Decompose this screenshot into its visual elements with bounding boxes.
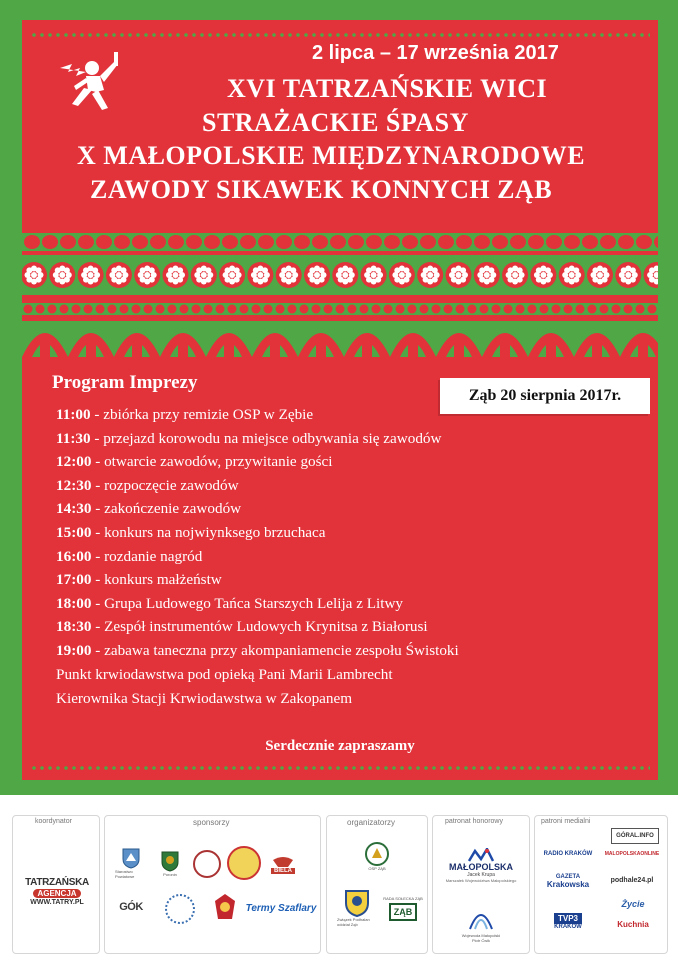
patron-marshal-title: Marszałek Województwa Małopolskiego (445, 877, 517, 883)
invitation-text: Serdecznie zapraszamy (265, 738, 415, 754)
starostwo-logo (115, 846, 147, 880)
patron-region: MAŁOPOLSKA (449, 861, 513, 872)
schedule-time: 18:30 (56, 618, 92, 636)
place-date-badge: Ząb 20 sierpnia 2017r. (440, 378, 650, 414)
schedule-time: 19:00 (56, 641, 92, 659)
organizers-box (326, 815, 428, 954)
sponsor-round-logo-3 (165, 894, 195, 924)
media-logo-label: GÓRAL.INFO (616, 833, 654, 839)
sponsors-label: sponsorzy (193, 818, 230, 827)
media-logo-label: KRAKÓW (554, 923, 582, 930)
sponsor-round-logo-1 (193, 850, 221, 878)
schedule-item (56, 497, 616, 521)
schedule-time: 12:00 (56, 453, 92, 471)
radio-krakow-logo (541, 846, 595, 862)
patron-box (432, 815, 530, 954)
sponsor-round-logo-2 (227, 846, 261, 880)
coordinator-logo-url: WWW.TATRY.PL (30, 898, 84, 906)
event-date-range: 2 lipca – 17 września 2017 (312, 42, 559, 64)
schedule-time: 12:30 (56, 476, 92, 494)
patron-voivode: Wojewoda Małopolski (461, 933, 501, 938)
tvp3-krakow-logo (545, 906, 591, 936)
program-title: Program Imprezy (52, 372, 198, 393)
sponsor-footer (0, 795, 678, 960)
media-logo-label: MALOPOLSKAONLINE (604, 851, 660, 857)
gazeta-krakowska-logo (541, 870, 595, 892)
schedule-time: 11:00 (56, 406, 91, 423)
title-line-4: ZAWODY SIKAWEK KONNYCH ZĄB (90, 175, 553, 204)
kuchnia-logo (605, 916, 661, 932)
coordinator-box (12, 815, 100, 954)
crest-icon (160, 850, 180, 872)
schedule-text: - zbiórka przy remizie OSP w Zębie (90, 406, 314, 423)
malopolska-logo (439, 840, 523, 890)
schedule-text: - otwarcie zawodów, przywitanie gości (91, 453, 333, 471)
schedule-time: 14:30 (56, 500, 92, 518)
schedule-item (56, 545, 616, 569)
patron-voivode-name: Piotr Ćwik (471, 938, 490, 943)
schedule-time: 18:00 (56, 594, 92, 612)
schedule-item (56, 427, 616, 451)
coordinator-logo-line1: TATRZAŃSKA (25, 876, 89, 888)
fire-brigade-logo (213, 892, 237, 922)
organizers-label: organizatorzy (347, 818, 396, 827)
wojewoda-logo (449, 900, 513, 948)
schedule-text: - zabawa taneczna przy akompaniamencie zespołu Świstoki (91, 641, 459, 659)
schedule-item (56, 450, 616, 474)
osp-zab-logo (359, 838, 395, 874)
goral-info-logo (611, 828, 659, 844)
patron-marshal: Jacek Krupa (467, 871, 495, 878)
media-logo-label: GAZETA (555, 873, 581, 880)
blood-donation-note-1: Punkt krwiodawstwa pod opieką Pani Marii Lambrecht (56, 665, 393, 683)
zwiazek-podhalan-logo (337, 888, 377, 928)
media-logo-label: Życie (621, 899, 645, 909)
schedule-text: - przejazd korowodu na miejsce odbywania się zawodów (90, 429, 442, 447)
termy-szaflary-logo (245, 894, 317, 922)
running-figure-logo (52, 50, 127, 115)
header (22, 20, 658, 230)
schedule-item (56, 615, 616, 639)
schedule-text: - rozdanie nagród (91, 547, 203, 565)
fire-brigade-icon (214, 893, 236, 921)
schedule-item (56, 474, 616, 498)
schedule-time: 16:00 (56, 547, 92, 565)
sponsor-logo-label: Poronin (163, 871, 177, 877)
sponsor-logo-label: Starostwo Powiatowe (115, 869, 135, 879)
osp-badge-icon (365, 842, 389, 866)
blood-donation-note-2: Kierownika Stacji Krwiodawstwa w Zakopanem (56, 690, 353, 708)
zycie-logo (605, 896, 661, 912)
sponsor-logo-label: GÓK (119, 901, 143, 913)
media-box (534, 815, 668, 954)
schedule-item (56, 639, 616, 663)
sponsors-box (104, 815, 321, 954)
media-logo-label: Kuchnia (617, 919, 649, 929)
sponsor-logo-label: Termy Szaflary (245, 902, 317, 914)
media-logo-label: RADIO KRAKÓW (543, 851, 593, 857)
organizer-logo-label: Związek Podhalan oddział Ząb (337, 917, 370, 927)
media-label: patroni medialni (541, 818, 591, 825)
malopolskaonline-logo (599, 848, 665, 860)
schedule-text: - Grupa Ludowego Tańca Starszych Lelija z Litwy (91, 594, 404, 612)
title-line-1: XVI TATRZAŃSKIE WICI (227, 74, 548, 103)
poster-panel (22, 20, 658, 780)
coordinator-logo-line2: AGENCJA (33, 889, 80, 898)
schedule-item (56, 521, 616, 545)
schedule-time: 11:30 (56, 429, 91, 447)
rada-mark: ZĄB (389, 903, 418, 921)
wojewoda-emblem-icon (466, 905, 496, 933)
coordinator-label: koordynator (35, 818, 72, 825)
crest-icon (121, 847, 141, 869)
organizer-logo-label: RADA SOŁECKA ZĄB (383, 895, 423, 901)
malopolska-icon (468, 848, 494, 862)
folk-ornament-band (22, 225, 658, 360)
organizer-logo-label: OSP ZĄB (368, 865, 386, 871)
schedule-item (56, 403, 616, 427)
media-logo-label: Krakowska (546, 879, 590, 889)
eagle-icon (272, 854, 294, 868)
schedule-text: - Zespół instrumentów Ludowych Krynitsa z Białorusi (91, 618, 428, 636)
rada-solecka-logo (383, 886, 423, 930)
biela-logo (265, 850, 301, 878)
tatrzanska-agencja-logo (19, 868, 95, 914)
schedule-text: - zakończenie zawodów (91, 500, 242, 518)
schedule-list (56, 403, 616, 712)
podhale24-logo (601, 872, 663, 888)
schedule-text: - konkurs na nojwiynksego brzuchaca (91, 523, 326, 541)
title-line-2: STRAŻACKIE ŚPASY (202, 108, 469, 137)
schedule-time: 17:00 (56, 571, 92, 589)
patron-label: patronat honorowy (445, 818, 503, 825)
schedule-text: - konkurs małżeństw (91, 571, 222, 589)
gok-logo (115, 896, 147, 918)
schedule-item (56, 568, 616, 592)
schedule-time: 15:00 (56, 523, 92, 541)
poronin-logo (155, 846, 185, 880)
media-logo-label: TVP3 (554, 913, 582, 924)
schedule-item (56, 592, 616, 616)
sponsor-logo-label: BIELA (271, 868, 295, 874)
media-logo-label: podhale24.pl (610, 876, 654, 884)
bottom-dot-border (30, 765, 650, 771)
schedule-text: - rozpoczęcie zawodów (91, 476, 239, 494)
title-line-3: X MAŁOPOLSKIE MIĘDZYNARODOWE (77, 141, 586, 170)
highlander-crest-icon (344, 889, 370, 917)
